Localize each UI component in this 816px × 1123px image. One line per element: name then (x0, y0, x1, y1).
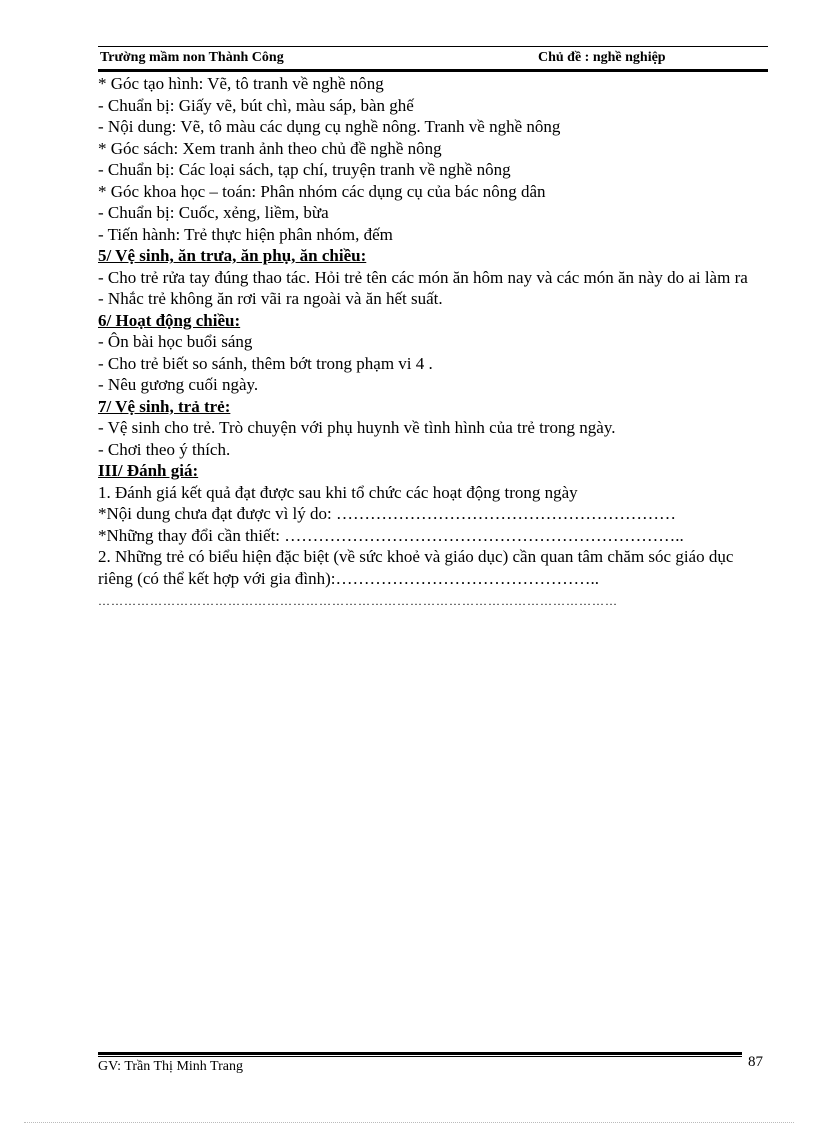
text-line: * Góc khoa học – toán: Phân nhóm các dụng cụ của bác nông dân (98, 181, 546, 201)
header-school: Trường mầm non Thành Công (100, 50, 284, 65)
section-heading-evaluation: III/ Đánh giá: (98, 461, 199, 480)
text-line: - Chuẩn bị: Các loại sách, tạp chí, truyện tranh về nghề nông (98, 160, 511, 179)
text-line: *Những thay đổi cần thiết: …………………………………………………………….. (98, 525, 684, 545)
footer-author: GV: Trần Thị Minh Trang (98, 1059, 243, 1074)
text-line: - Nội dung: Vẽ, tô màu các dụng cụ nghề nông. Tranh về nghề nông (98, 117, 561, 136)
header-rule-thin (98, 46, 768, 47)
section-heading-7: 7/ Vệ sinh, trả trẻ: (98, 396, 231, 416)
page-number: 87 (748, 1054, 763, 1070)
dotted-fill-line: ………………………………………………………………………………………………………… (98, 594, 618, 608)
text-line: * Góc sách: Xem tranh ảnh theo chủ đề nghề nông (98, 138, 442, 158)
footer-rule-thin (98, 1056, 742, 1057)
text-line: - Nêu gương cuối ngày. (98, 375, 259, 394)
header-topic: Chủ đề : nghề nghiệp (538, 50, 666, 65)
header-rule-thick (98, 69, 768, 72)
section-heading-5: 5/ Vệ sinh, ăn trưa, ăn phụ, ăn chiều: (98, 246, 367, 265)
text-line: - Vệ sinh cho trẻ. Trò chuyện với phụ huynh về tình hình của trẻ trong ngày. (98, 418, 616, 437)
text-line: - Tiến hành: Trẻ thực hiện phân nhóm, đếm (98, 224, 393, 244)
text-paragraph: 2. Những trẻ có biểu hiện đặc biệt (về sức khoẻ và giáo dục) cần quan tâm chăm sóc giáo dục riêng (có thể kết hợp với gia đình):……………………………………….. (98, 547, 734, 588)
text-line: - Chuẩn bị: Giấy vẽ, bút chì, màu sáp, bàn ghế (98, 95, 414, 115)
text-line: - Chơi theo ý thích. (98, 439, 231, 459)
text-line: * Góc tạo hình: Vẽ, tô tranh về nghề nông (98, 74, 384, 93)
page-header (98, 50, 768, 68)
text-line: - Chuẩn bị: Cuốc, xẻng, liềm, bừa (98, 203, 329, 222)
footer-rule-thick (98, 1052, 742, 1055)
text-line: - Ôn bài học buổi sáng (98, 332, 253, 351)
text-line: - Cho trẻ biết so sánh, thêm bớt trong phạm vi 4 . (98, 353, 433, 373)
document-body (98, 73, 766, 609)
text-line: 1. Đánh giá kết quả đạt được sau khi tổ chức các hoạt động trong ngày (98, 482, 578, 502)
text-paragraph: - Cho trẻ rửa tay đúng thao tác. Hỏi trẻ tên các món ăn hôm nay và các món ăn này do ai làm ra (98, 267, 748, 287)
text-line: *Nội dung chưa đạt được vì lý do: …………………………………………………… (98, 504, 676, 523)
section-heading-6: 6/ Hoạt động chiều: (98, 310, 241, 330)
text-line: - Nhắc trẻ không ăn rơi vãi ra ngoài và ăn hết suất. (98, 289, 443, 308)
